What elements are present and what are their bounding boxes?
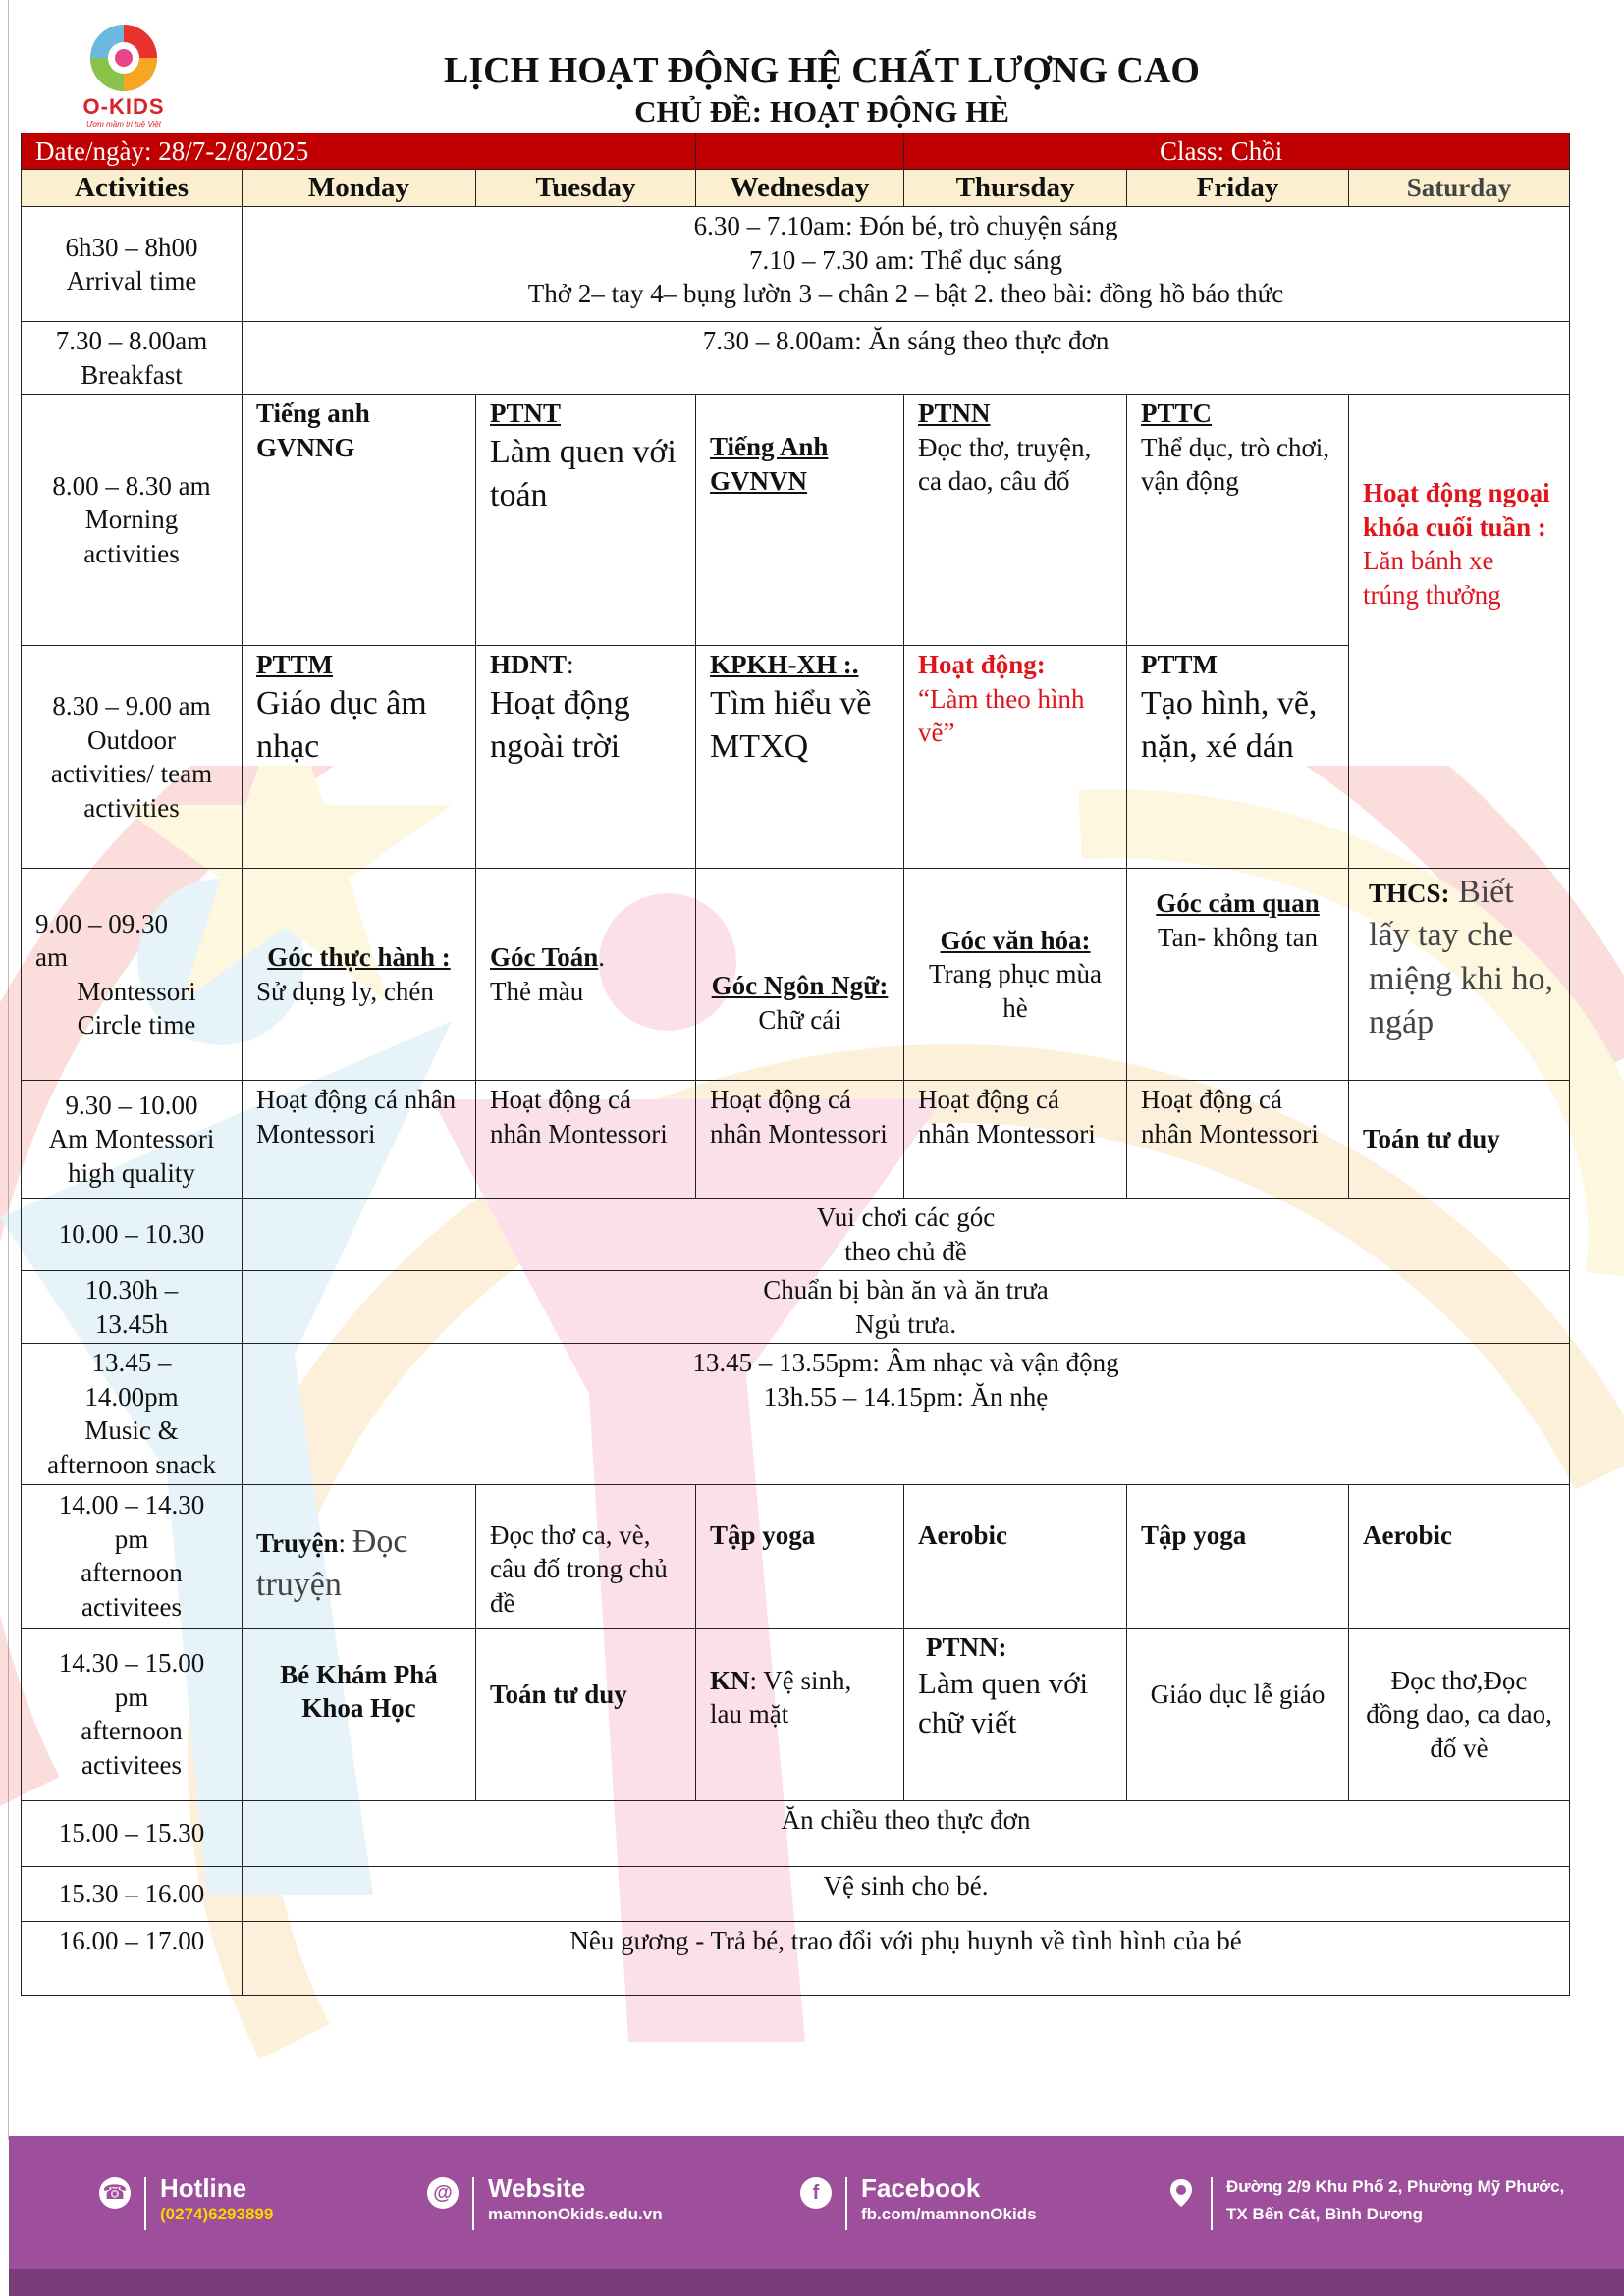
afternoon-2-monday: Bé Khám Phá Khoa Học xyxy=(243,1628,476,1800)
time-pickup: 16.00 – 17.00 xyxy=(22,1921,243,1995)
website-label: Website xyxy=(488,2173,586,2203)
time-music-line: Music & xyxy=(84,1415,179,1446)
time-outdoor-line: Outdoor xyxy=(87,724,176,755)
time-montessori xyxy=(22,1081,243,1199)
outdoor-friday xyxy=(1127,646,1349,869)
time-music-line: afternoon snack xyxy=(47,1450,216,1480)
row-snack xyxy=(22,1800,1570,1866)
footer xyxy=(9,2136,1624,2269)
footer-separator xyxy=(845,2177,847,2230)
afternoon-2-thursday xyxy=(904,1628,1127,1800)
time-morning xyxy=(22,395,243,646)
footer-separator xyxy=(472,2177,474,2230)
lunch-details xyxy=(243,1271,1570,1344)
arrival-details xyxy=(243,207,1570,322)
time-outdoor-line: activities xyxy=(83,792,180,823)
row-circle-time xyxy=(22,869,1570,1081)
afternoon-1-saturday: Aerobic xyxy=(1349,1484,1570,1628)
footer-separator xyxy=(144,2177,146,2230)
montessori-wednesday: Hoạt động cá nhân Montessori xyxy=(696,1081,904,1199)
circle-thursday-title: Góc văn hóa: xyxy=(940,925,1091,955)
page-title: LỊCH HOẠT ĐỘNG HỆ CHẤT LƯỢNG CAO xyxy=(444,50,1200,91)
afternoon-2-wednesday-text: : Vệ sinh, lau mặt xyxy=(710,1665,852,1730)
montessori-tuesday: Hoạt động cá nhân Montessori xyxy=(476,1081,696,1199)
time-montessori-line: 9.30 – 10.00 xyxy=(65,1090,198,1120)
time-music-line: 13.45 – xyxy=(91,1348,172,1378)
row-outdoor xyxy=(22,646,1570,869)
time-lunch xyxy=(22,1271,243,1344)
circle-friday-text: Tan- không tan xyxy=(1157,922,1319,952)
weekend-activity-title: Hoạt động ngoại khóa cuối tuần : xyxy=(1363,478,1550,542)
time-afternoon-1 xyxy=(22,1484,243,1628)
hygiene-details: Vệ sinh cho bé. xyxy=(243,1866,1570,1921)
outdoor-thursday-text: “Làm theo hình vẽ” xyxy=(918,683,1085,748)
outdoor-tuesday xyxy=(476,646,696,869)
morning-thursday-text: Đọc thơ, truyện, ca dao, câu đố xyxy=(918,432,1092,497)
music-line: 13h.55 – 14.15pm: Ăn nhẹ xyxy=(763,1381,1049,1412)
page-subtitle: CHỦ ĐỀ: HOẠT ĐỘNG HÈ xyxy=(634,94,1009,129)
time-afternoon-1-line: afternoon xyxy=(81,1558,183,1588)
corners-details xyxy=(243,1199,1570,1271)
circle-wednesday-title: Góc Ngôn Ngữ: xyxy=(711,971,889,1001)
weekend-activity-saturday xyxy=(1349,395,1570,869)
time-snack: 15.00 – 15.30 xyxy=(22,1800,243,1866)
footer-separator xyxy=(1211,2177,1213,2230)
circle-thursday-text: Trang phục mùa hè xyxy=(929,959,1103,1023)
time-breakfast-line: Breakfast xyxy=(81,359,183,390)
music-line: 13.45 – 13.55pm: Âm nhạc và vận động xyxy=(692,1348,1119,1378)
circle-thursday xyxy=(904,869,1127,1081)
address-line-1: Đường 2/9 Khu Phố 2, Phường Mỹ Phước, xyxy=(1226,2177,1565,2196)
time-lunch-line: 10.30h – xyxy=(84,1275,179,1306)
time-afternoon-2-line: pm xyxy=(114,1682,149,1712)
outdoor-wednesday-title: KPKH-XH :. xyxy=(710,650,859,680)
class-label xyxy=(904,133,1570,170)
morning-friday-title: PTTC xyxy=(1141,399,1213,429)
circle-monday-text: Sử dụng ly, chén xyxy=(256,976,434,1006)
music-details xyxy=(243,1344,1570,1484)
outdoor-thursday xyxy=(904,646,1127,869)
outdoor-monday xyxy=(243,646,476,869)
morning-tuesday xyxy=(476,395,696,646)
time-hygiene: 15.30 – 16.00 xyxy=(22,1866,243,1921)
hotline-label: Hotline xyxy=(160,2173,247,2203)
row-afternoon-2 xyxy=(22,1628,1570,1800)
morning-tuesday-text: Làm quen với toán xyxy=(490,433,677,513)
time-arrival-line: 6h30 – 8h00 xyxy=(65,232,198,262)
time-afternoon-2-line: activitees xyxy=(81,1749,182,1780)
morning-thursday xyxy=(904,395,1127,646)
date-row xyxy=(22,133,1570,170)
facebook-link[interactable]: fb.com/mamnonOkids xyxy=(861,2205,1037,2223)
afternoon-1-monday-title: Truyện xyxy=(256,1527,339,1558)
header-wednesday: Wednesday xyxy=(696,170,904,207)
outdoor-thursday-title: Hoạt động: xyxy=(918,650,1046,680)
time-montessori-line: high quality xyxy=(68,1157,195,1188)
time-outdoor-line: activities/ team xyxy=(50,759,213,789)
arrival-line: 7.10 – 7.30 am: Thể dục sáng xyxy=(749,244,1062,275)
montessori-monday: Hoạt động cá nhân Montessori xyxy=(243,1081,476,1199)
outdoor-friday-title: PTTM xyxy=(1141,650,1218,680)
time-circle xyxy=(22,869,243,1081)
circle-saturday-text: Biết lấy tay che miệng khi ho, ngáp xyxy=(1369,874,1553,1041)
row-corners xyxy=(22,1199,1570,1271)
time-arrival-line: Arrival time xyxy=(66,266,197,296)
schedule-table xyxy=(21,133,1570,1996)
row-arrival xyxy=(22,207,1570,322)
time-afternoon-1-line: 14.00 – 14.30 xyxy=(58,1489,205,1520)
lunch-line: Chuẩn bị bàn ăn và ăn trưa xyxy=(763,1275,1049,1306)
row-music xyxy=(22,1344,1570,1484)
morning-monday: Tiếng anh GVNNG xyxy=(243,395,476,646)
circle-saturday-title: THCS: xyxy=(1369,879,1450,909)
circle-tuesday-dot: . xyxy=(598,942,606,973)
time-morning-line: activities xyxy=(83,538,180,568)
afternoon-2-thursday-title: PTNN: xyxy=(926,1631,1007,1662)
afternoon-2-tuesday: Toán tư duy xyxy=(476,1628,696,1800)
outdoor-tuesday-title: HDNT xyxy=(490,650,568,680)
header-activities: Activities xyxy=(22,170,243,207)
morning-wednesday xyxy=(696,395,904,646)
corners-line: Vui chơi các góc xyxy=(816,1202,996,1233)
logo-tagline: Ươm mầm tri tuệ Việt xyxy=(86,120,161,129)
arrival-line: Thở 2– tay 4– bụng lườn 3 – chân 2 – bật 2. theo bài: đồng hồ báo thức xyxy=(527,279,1284,309)
facebook-icon: f xyxy=(800,2177,832,2209)
footer-bottom-bar xyxy=(9,2269,1624,2296)
time-morning-line: Morning xyxy=(84,505,179,535)
afternoon-1-tuesday: Đọc thơ ca, vè, câu đố trong chủ đề xyxy=(476,1484,696,1628)
header-monday: Monday xyxy=(243,170,476,207)
outdoor-monday-text: Giáo dục âm nhạc xyxy=(256,684,427,765)
row-morning xyxy=(22,395,1570,646)
morning-friday xyxy=(1127,395,1349,646)
time-arrival xyxy=(22,207,243,322)
afternoon-2-wednesday xyxy=(696,1628,904,1800)
circle-tuesday xyxy=(476,869,696,1081)
afternoon-2-wednesday-title: KN xyxy=(710,1665,750,1695)
afternoon-1-friday: Tập yoga xyxy=(1127,1484,1349,1628)
time-circle-line: am xyxy=(35,942,68,973)
morning-wednesday-text: Tiếng Anh GVNVN xyxy=(710,432,829,496)
afternoon-1-wednesday: Tập yoga xyxy=(696,1484,904,1628)
date-row-spacer xyxy=(696,133,904,170)
time-afternoon-1-line: pm xyxy=(114,1523,149,1554)
day-header-row xyxy=(22,170,1570,207)
time-afternoon-2-line: afternoon xyxy=(81,1716,183,1746)
circle-tuesday-title: Góc Toán xyxy=(490,942,599,973)
outdoor-friday-text: Tạo hình, vẽ, nặn, xé dán xyxy=(1141,684,1318,765)
montessori-saturday: Toán tư duy xyxy=(1349,1081,1570,1199)
circle-monday xyxy=(243,869,476,1081)
weekend-activity-text: Lăn bánh xe trúng thưởng xyxy=(1363,546,1501,610)
outdoor-wednesday xyxy=(696,646,904,869)
time-afternoon-2-line: 14.30 – 15.00 xyxy=(58,1647,205,1678)
time-circle-line: Montessori xyxy=(77,976,196,1006)
time-corners: 10.00 – 10.30 xyxy=(22,1199,243,1271)
breakfast-details: 7.30 – 8.00am: Ăn sáng theo thực đơn xyxy=(243,322,1570,395)
header-saturday: Saturday xyxy=(1349,170,1570,207)
row-pickup xyxy=(22,1921,1570,1995)
circle-tuesday-text: Thẻ màu xyxy=(490,976,584,1006)
time-breakfast xyxy=(22,322,243,395)
time-morning-line: 8.00 – 8.30 am xyxy=(52,470,211,501)
header-thursday: Thursday xyxy=(904,170,1127,207)
outdoor-tuesday-text: Hoạt động ngoài trời xyxy=(490,684,630,765)
time-circle-line: Circle time xyxy=(77,1010,196,1041)
montessori-friday: Hoạt động cá nhân Montessori xyxy=(1127,1081,1349,1199)
circle-friday-title: Góc cảm quan xyxy=(1156,888,1320,919)
circle-monday-title: Góc thực hành : xyxy=(267,942,451,973)
time-circle-line: 9.00 – 09.30 xyxy=(35,908,168,938)
lunch-line: Ngủ trưa. xyxy=(854,1308,957,1339)
time-afternoon-1-line: activitees xyxy=(81,1591,182,1622)
time-breakfast-line: 7.30 – 8.00am xyxy=(55,326,208,356)
morning-thursday-title: PTNN xyxy=(918,399,991,429)
afternoon-2-friday: Giáo dục lễ giáo xyxy=(1127,1628,1349,1800)
row-afternoon-1 xyxy=(22,1484,1570,1628)
afternoon-1-monday-text: Đọc truyện xyxy=(256,1522,408,1603)
afternoon-2-thursday-text: Làm quen với chữ viết xyxy=(918,1666,1089,1740)
snack-details: Ăn chiều theo thực đơn xyxy=(243,1800,1570,1866)
pickup-details: Nêu gương - Trả bé, trao đổi với phụ huynh về tình hình của bé xyxy=(243,1921,1570,1995)
facebook-label: Facebook xyxy=(861,2173,981,2203)
circle-wednesday xyxy=(696,869,904,1081)
corners-line: theo chủ đề xyxy=(844,1236,967,1266)
afternoon-2-saturday: Đọc thơ,Đọc đồng dao, ca dao, đố vè xyxy=(1349,1628,1570,1800)
arrival-line: 6.30 – 7.10am: Đón bé, trò chuyện sáng xyxy=(693,211,1118,241)
circle-friday xyxy=(1127,869,1349,1081)
montessori-thursday: Hoạt động cá nhân Montessori xyxy=(904,1081,1127,1199)
website-link[interactable]: mamnonOkids.edu.vn xyxy=(488,2205,663,2223)
afternoon-1-monday-colon: : xyxy=(338,1527,352,1558)
row-breakfast xyxy=(22,322,1570,395)
row-lunch xyxy=(22,1271,1570,1344)
time-afternoon-2 xyxy=(22,1628,243,1800)
outdoor-wednesday-text: Tìm hiểu về MTXQ xyxy=(710,684,872,765)
row-hygiene xyxy=(22,1866,1570,1921)
phone-icon: ☎ xyxy=(99,2177,131,2209)
time-music-line: 14.00pm xyxy=(84,1381,179,1412)
afternoon-1-thursday: Aerobic xyxy=(904,1484,1127,1628)
address-line-2: TX Bến Cát, Bình Dương xyxy=(1226,2205,1424,2223)
circle-saturday xyxy=(1349,869,1570,1081)
time-lunch-line: 13.45h xyxy=(94,1308,169,1339)
class-label-text: Class: Chồi xyxy=(1160,135,1283,166)
header-friday: Friday xyxy=(1127,170,1349,207)
logo-text: O-KIDS xyxy=(82,94,165,119)
afternoon-1-monday xyxy=(243,1484,476,1628)
header-tuesday: Tuesday xyxy=(476,170,696,207)
time-montessori-line: Am Montessori xyxy=(48,1124,215,1154)
location-pin-icon xyxy=(1165,2177,1197,2209)
time-outdoor xyxy=(22,646,243,869)
circle-wednesday-text: Chữ cái xyxy=(758,1004,841,1035)
at-icon: @ xyxy=(427,2177,459,2209)
time-music xyxy=(22,1344,243,1484)
hotline-number[interactable]: (0274)6293899 xyxy=(160,2205,274,2223)
row-montessori xyxy=(22,1081,1570,1199)
outdoor-monday-title: PTTM xyxy=(256,650,333,680)
outdoor-tuesday-colon: : xyxy=(567,650,574,680)
time-outdoor-line: 8.30 – 9.00 am xyxy=(52,691,211,721)
date-label: Date/ngày: 28/7-2/8/2025 xyxy=(22,133,696,170)
morning-tuesday-title: PTNT xyxy=(490,399,562,429)
morning-friday-text: Thể dục, trò chơi, vận động xyxy=(1141,432,1329,497)
